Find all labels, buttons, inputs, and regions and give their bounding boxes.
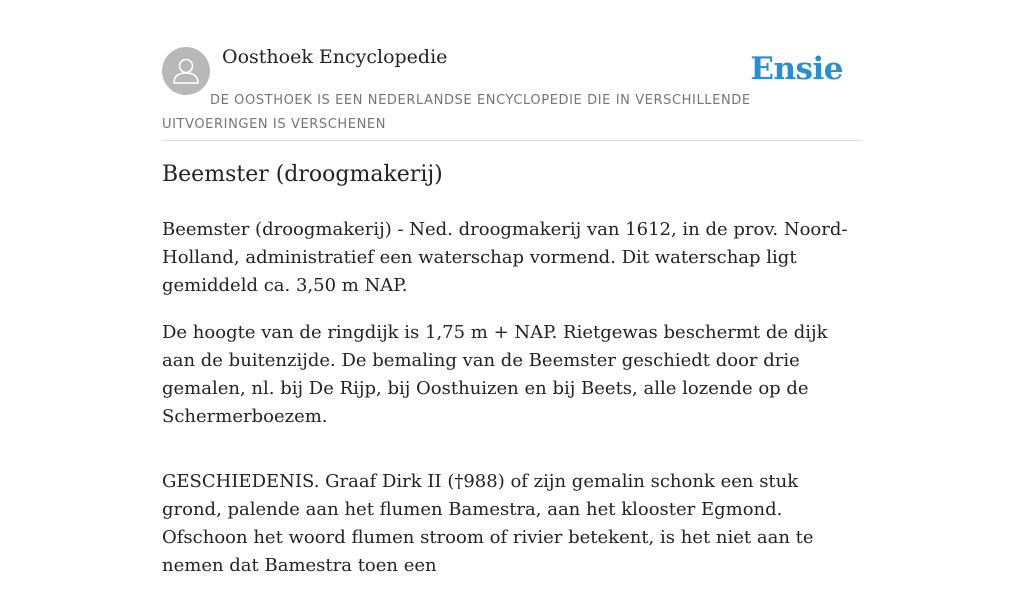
article-body [162, 216, 862, 599]
article-paragraph: GESCHIEDENIS. Graaf Dirk II (†988) of zijn gemalin schonk een stuk grond, palende aan het flumen Bamestra, aan het klooster Egmond. Ofschoon het woord flumen stroom of rivier betekent, is het niet aan te nemen dat Bamestra toen een [162, 471, 814, 576]
page-container [162, 0, 862, 576]
user-avatar-icon[interactable] [162, 47, 210, 95]
article-title: Beemster (droogmakerij) [162, 162, 443, 187]
site-name-link[interactable]: Oosthoek Encyclopedie [222, 46, 448, 68]
article-paragraph: Beemster (droogmakerij) - Ned. droogmakerij van 1612, in de prov. Noord-Holland, administratief een waterschap vormend. Dit waterschap ligt gemiddeld ca. 3,50 m NAP. [162, 219, 848, 296]
avatar-silhouette [162, 47, 210, 95]
brand-logo-link[interactable]: Ensie [750, 51, 843, 87]
site-header [162, 0, 862, 141]
site-tagline: DE OOSTHOEK IS EEN NEDERLANDSE ENCYCLOPEDIE DIE IN VERSCHILLENDE UITVOERINGEN IS VERSCHENEN [162, 93, 751, 132]
article-paragraph: De hoogte van de ringdijk is 1,75 m + NAP. Rietgewas beschermt de dijk aan de buitenzijde. De bemaling van de Beemster geschiedt door drie gemalen, nl. bij De Rijp, bij Oosthuizen en bij Beets, alle lozende op de Schermerboezem. [162, 322, 828, 427]
